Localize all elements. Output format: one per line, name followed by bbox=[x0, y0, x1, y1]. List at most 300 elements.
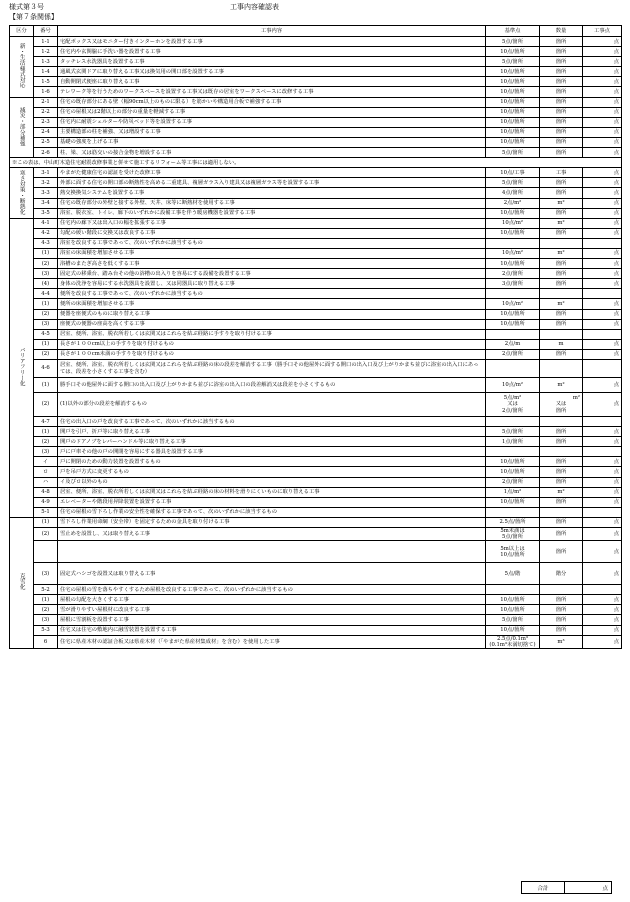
row-content: 住宅の屋根の雪を落ちやすくするため屋根を改良する工事であって、次のいずれかに該当するもの bbox=[58, 585, 486, 595]
row-work-points bbox=[583, 329, 622, 339]
row-content: 住宅の屋根又は2階以上の部分の重量を軽減する工事 bbox=[58, 107, 486, 117]
table-row bbox=[10, 238, 622, 248]
row-quantity-unit: 工事 bbox=[540, 168, 583, 178]
row-quantity-unit: m² bbox=[540, 198, 583, 208]
row-number bbox=[34, 541, 58, 563]
row-base-points bbox=[486, 528, 540, 541]
table-row bbox=[10, 208, 622, 218]
quantity-line: m² bbox=[572, 395, 580, 402]
table-row bbox=[10, 528, 622, 541]
row-quantity-unit: 箇所 bbox=[540, 117, 583, 127]
document-title: 工事内容確認表 bbox=[230, 3, 279, 11]
row-content: 便所を改良する工事であって、次のいずれかに該当するもの bbox=[58, 289, 486, 299]
row-quantity-unit bbox=[540, 447, 583, 457]
category-label: 新・生活様式対応 bbox=[18, 43, 25, 89]
table-row bbox=[10, 127, 622, 137]
row-number: 5-1 bbox=[34, 507, 58, 517]
table-row bbox=[10, 487, 622, 497]
row-base-points: 10点/箇所 bbox=[486, 137, 540, 147]
row-quantity-unit: 箇所 bbox=[540, 47, 583, 57]
header-base-points: 基準点 bbox=[486, 26, 540, 37]
row-number: 5-2 bbox=[34, 585, 58, 595]
row-base-points: 10点/箇所 bbox=[486, 47, 540, 57]
row-work-points: 点 bbox=[583, 595, 622, 605]
row-base-points bbox=[486, 635, 540, 648]
row-number: (1) bbox=[34, 427, 58, 437]
row-base-points bbox=[486, 289, 540, 299]
row-number: 1-4 bbox=[34, 67, 58, 77]
row-content: 自動開閉式便座に取り替える工事 bbox=[58, 77, 486, 87]
table-row bbox=[10, 77, 622, 87]
row-work-points: 点 bbox=[583, 37, 622, 47]
row-quantity-unit: 箇所 bbox=[540, 259, 583, 269]
row-content: テレワーク等を行うためのワークスペースを設置する工事又は既存の居室をワークスペースに改修する工事 bbox=[58, 87, 486, 97]
table-row bbox=[10, 360, 622, 378]
row-base-points bbox=[486, 329, 540, 339]
table-row bbox=[10, 137, 622, 147]
row-number: (2) bbox=[34, 393, 58, 417]
row-work-points bbox=[583, 289, 622, 299]
row-number: (2) bbox=[34, 349, 58, 359]
category-label: 減災・部分補強 bbox=[18, 106, 25, 146]
row-base-points: 2点/m² bbox=[486, 198, 540, 208]
row-number: (2) bbox=[34, 528, 58, 541]
row-content: 浴室、脱衣室、トイレ、廊下のいずれかに設備工事を伴う暖房機器を設置する工事 bbox=[58, 208, 486, 218]
row-content: 長さが１００cm以上の手すりを取り付けるもの bbox=[58, 339, 486, 349]
row-content: 戸を吊戸方式に変更するもの bbox=[58, 467, 486, 477]
table-row bbox=[10, 228, 622, 238]
row-work-points: 点 bbox=[583, 467, 622, 477]
row-content: 通風式玄関ドアに取り替える工事又は換気用の開口部を設置する工事 bbox=[58, 67, 486, 77]
row-base-points: 5点/箇所 bbox=[486, 427, 540, 437]
row-base-points: 10点/工事 bbox=[486, 168, 540, 178]
category-label: 寒さ対策・断熱化 bbox=[18, 169, 25, 215]
row-quantity-unit: m² bbox=[540, 378, 583, 393]
row-quantity-unit bbox=[540, 417, 583, 427]
total-points: 点 bbox=[565, 882, 612, 894]
row-quantity-unit: 箇所 bbox=[540, 107, 583, 117]
row-work-points: 点 bbox=[583, 309, 622, 319]
row-base-points: 3点/箇所 bbox=[486, 279, 540, 289]
row-base-points bbox=[486, 447, 540, 457]
table-row bbox=[10, 625, 622, 635]
row-work-points bbox=[583, 360, 622, 378]
table-row bbox=[10, 497, 622, 507]
row-content: 屋根の勾配を大きくする工事 bbox=[58, 595, 486, 605]
row-work-points: 点 bbox=[583, 127, 622, 137]
row-number: 4-8 bbox=[34, 487, 58, 497]
row-base-points: 10点/m² bbox=[486, 299, 540, 309]
row-work-points: 点 bbox=[583, 117, 622, 127]
row-content: 浴室を改良する工事であって、次のいずれかに該当するもの bbox=[58, 238, 486, 248]
row-number: 3-3 bbox=[34, 188, 58, 198]
row-work-points: 点 bbox=[583, 77, 622, 87]
table-row bbox=[10, 198, 622, 208]
row-number: 3-5 bbox=[34, 208, 58, 218]
row-number: (4) bbox=[34, 279, 58, 289]
row-number: 3-1 bbox=[34, 168, 58, 178]
row-quantity-unit: 箇所 bbox=[540, 97, 583, 107]
row-work-points: 点 bbox=[583, 319, 622, 329]
header-category: 区分 bbox=[10, 26, 34, 37]
article-reference: 【第７条関係】 bbox=[9, 13, 58, 21]
category-label: 克雪化 bbox=[18, 573, 25, 591]
row-content: 住宅内に耐震シェルターや防災ベッド等を設置する工事 bbox=[58, 117, 486, 127]
row-content: 開戸を引戸、折戸等に取り替える工事 bbox=[58, 427, 486, 437]
base-points-line: 又は bbox=[507, 401, 518, 408]
row-content: 居室、便所、浴室、脱衣所若しくは玄関又はこれらを結ぶ経路の床の段差を解消する工事（勝手口その他屋外に面する開口の出入口及び上がりかまち並びに浴室の出入口にあっては、段差を小さくする工事を含む） bbox=[58, 360, 486, 378]
row-work-points: 点 bbox=[583, 228, 622, 238]
row-number: 2-2 bbox=[34, 107, 58, 117]
table-row bbox=[10, 427, 622, 437]
row-number: (2) bbox=[34, 309, 58, 319]
table-row bbox=[10, 507, 622, 517]
table-row bbox=[10, 467, 622, 477]
row-quantity-unit: m³ bbox=[540, 635, 583, 648]
row-content: 基礎の強度を上げる工事 bbox=[58, 137, 486, 147]
row-content: 住宅の屋根の雪下ろし作業の安全性を確保する工事であって、次のいずれかに該当するもの bbox=[58, 507, 486, 517]
row-number: (1) bbox=[34, 299, 58, 309]
table-row bbox=[10, 87, 622, 97]
row-base-points: 10点/箇所 bbox=[486, 625, 540, 635]
header-content: 工事内容 bbox=[58, 26, 486, 37]
row-quantity-unit bbox=[540, 289, 583, 299]
row-base-points: 10点/箇所 bbox=[486, 228, 540, 238]
table-row bbox=[10, 107, 622, 117]
row-number: 2-4 bbox=[34, 127, 58, 137]
row-work-points: 点 bbox=[583, 148, 622, 158]
row-number: 1-6 bbox=[34, 87, 58, 97]
row-base-points: 10点/箇所 bbox=[486, 87, 540, 97]
row-number: 6 bbox=[34, 635, 58, 648]
row-content: 座便式の便器の座高を高くする工事 bbox=[58, 319, 486, 329]
row-work-points: 点 bbox=[583, 528, 622, 541]
row-quantity-unit: 箇所 bbox=[540, 137, 583, 147]
table-row bbox=[10, 269, 622, 279]
row-number: (3) bbox=[34, 269, 58, 279]
row-content: 雪止めを設置し、又は取り替える工事 bbox=[58, 528, 486, 541]
row-content: イ及びロ以外のもの bbox=[58, 477, 486, 487]
row-work-points bbox=[583, 507, 622, 517]
row-base-points: 10点/箇所 bbox=[486, 97, 540, 107]
category-cell bbox=[10, 168, 34, 218]
table-row bbox=[10, 517, 622, 527]
row-number: (1) bbox=[34, 378, 58, 393]
row-number: イ bbox=[34, 457, 58, 467]
row-content: 開戸のドアノブをレバーハンドル等に取り替える工事 bbox=[58, 437, 486, 447]
row-content: 柱、梁、又は筋交いの接合金物を増設する工事 bbox=[58, 148, 486, 158]
row-quantity-unit: 箇所 bbox=[540, 625, 583, 635]
table-row bbox=[10, 37, 622, 47]
row-content: 住宅内の廊下又は出入口の幅を拡張する工事 bbox=[58, 218, 486, 228]
row-number: (2) bbox=[34, 259, 58, 269]
row-content: 便所の床面積を増加させる工事 bbox=[58, 299, 486, 309]
row-number: (1) bbox=[34, 339, 58, 349]
row-number: 3-2 bbox=[34, 178, 58, 188]
row-content: 住宅又は住宅の敷地内に融雪装置を設置する工事 bbox=[58, 625, 486, 635]
row-content: 雪下ろし作業用命綱（安全帯）を固定するための金具を取り付ける工事 bbox=[58, 517, 486, 527]
row-quantity-unit: 箇所 bbox=[540, 517, 583, 527]
row-base-points: 10点/箇所 bbox=[486, 259, 540, 269]
table-row bbox=[10, 605, 622, 615]
row-base-points: 10点/箇所 bbox=[486, 127, 540, 137]
row-number: (2) bbox=[34, 437, 58, 447]
table-row bbox=[10, 309, 622, 319]
row-work-points: 点 bbox=[583, 349, 622, 359]
row-work-points: 点 bbox=[583, 269, 622, 279]
row-base-points bbox=[486, 238, 540, 248]
note-row bbox=[10, 158, 622, 168]
row-content: 雪が滑りやすい屋根材に改良する工事 bbox=[58, 605, 486, 615]
row-content: 固定式の移乗台、踏み台その他の浴槽の出入りを容易にする設備を設置する工事 bbox=[58, 269, 486, 279]
base-points-line: 10点/箇所 bbox=[500, 551, 525, 558]
row-number: (1) bbox=[34, 517, 58, 527]
row-work-points: 点 bbox=[583, 47, 622, 57]
row-base-points: 10点/箇所 bbox=[486, 117, 540, 127]
row-content: 住宅内や玄関脇に手洗い器を設置する工事 bbox=[58, 47, 486, 57]
row-quantity-unit: 箇所 bbox=[540, 208, 583, 218]
row-work-points: 点 bbox=[583, 218, 622, 228]
row-base-points: 10点/箇所 bbox=[486, 497, 540, 507]
row-content: エレベーターや階段用昇降装置を設置する工事 bbox=[58, 497, 486, 507]
row-base-points: 10点/箇所 bbox=[486, 67, 540, 77]
row-work-points: 点 bbox=[583, 67, 622, 77]
row-content: 熱交換換気システムを設置する工事 bbox=[58, 188, 486, 198]
row-base-points: 10点/箇所 bbox=[486, 457, 540, 467]
row-base-points: 5点/箇所 bbox=[486, 57, 540, 67]
row-work-points bbox=[583, 238, 622, 248]
base-points-line: (0.1m³未満切捨て) bbox=[489, 641, 536, 648]
table-row bbox=[10, 148, 622, 158]
row-quantity-unit bbox=[540, 329, 583, 339]
header-quantity: 数量 bbox=[540, 26, 583, 37]
row-work-points: 点 bbox=[583, 625, 622, 635]
row-content: 住宅の出入口の戸を改良する工事であって、次のいずれかに該当するもの bbox=[58, 417, 486, 427]
row-quantity-unit bbox=[540, 585, 583, 595]
header-number: 番号 bbox=[34, 26, 58, 37]
row-content: 長さが１００cm未満の手すりを取り付けるもの bbox=[58, 349, 486, 359]
row-quantity-unit bbox=[540, 507, 583, 517]
header-work-points: 工事点 bbox=[583, 26, 622, 37]
row-work-points: 点 bbox=[583, 87, 622, 97]
note-text: ※この表は、中山町木造住宅耐震改修事業と併せて施工するリフォーム等工事には適用しない。 bbox=[10, 158, 622, 168]
row-number: 4-2 bbox=[34, 228, 58, 238]
row-base-points: 5点/箇所 bbox=[486, 615, 540, 625]
row-content: 戸に戸車その他の戸の開閉を容易にする器具を設置する工事 bbox=[58, 447, 486, 457]
base-points-line: 5m未満は bbox=[500, 528, 525, 535]
row-quantity-unit: 箇所 bbox=[540, 437, 583, 447]
row-work-points: 点 bbox=[583, 168, 622, 178]
row-work-points: 点 bbox=[583, 97, 622, 107]
base-points-line: 2点/箇所 bbox=[501, 407, 524, 414]
table-row bbox=[10, 97, 622, 107]
quantity-line: 箇所 bbox=[555, 407, 567, 414]
row-quantity-unit bbox=[540, 393, 583, 417]
row-base-points: 10点/m² bbox=[486, 378, 540, 393]
row-number: 2-1 bbox=[34, 97, 58, 107]
row-quantity-unit: 箇所 bbox=[540, 467, 583, 477]
category-cell bbox=[10, 37, 34, 98]
table-row bbox=[10, 299, 622, 309]
row-work-points: 点 bbox=[583, 427, 622, 437]
table-row bbox=[10, 457, 622, 467]
row-quantity-unit: 箇所 bbox=[540, 37, 583, 47]
table-row bbox=[10, 417, 622, 427]
row-number: (3) bbox=[34, 563, 58, 585]
row-quantity-unit: 箇所 bbox=[540, 349, 583, 359]
row-content: 居室、便所、浴室、脱衣所若しくは玄関又はこれらを結ぶ経路の床の材料を滑りにくいものに取り替える工事 bbox=[58, 487, 486, 497]
row-work-points: 点 bbox=[583, 279, 622, 289]
table-row bbox=[10, 57, 622, 67]
row-base-points: 2点/箇所 bbox=[486, 349, 540, 359]
total-label: 合計 bbox=[522, 882, 565, 894]
row-number: 1-1 bbox=[34, 37, 58, 47]
row-quantity-unit: 箇所 bbox=[540, 127, 583, 137]
base-points-line: 5点/箇所 bbox=[501, 534, 524, 541]
row-work-points: 点 bbox=[583, 457, 622, 467]
row-work-points: 点 bbox=[583, 437, 622, 447]
row-quantity-unit: 箇所 bbox=[540, 319, 583, 329]
row-work-points: 点 bbox=[583, 299, 622, 309]
category-cell bbox=[10, 218, 34, 517]
row-quantity-unit: 階分 bbox=[540, 563, 583, 585]
row-work-points: 点 bbox=[583, 339, 622, 349]
row-base-points: 2点/箇所 bbox=[486, 477, 540, 487]
base-points-line: 2.5点/0.1m³ bbox=[496, 635, 529, 642]
row-quantity-unit: m² bbox=[540, 218, 583, 228]
base-points-line: 5m以上は bbox=[500, 545, 525, 552]
table-row bbox=[10, 188, 622, 198]
table-row bbox=[10, 378, 622, 393]
row-content: 勝手口その他屋外に面する開口の出入口及び上がりかまち並びに浴室の出入口の段差解消又は段差を小さくするもの bbox=[58, 378, 486, 393]
row-work-points: 点 bbox=[583, 517, 622, 527]
row-quantity-unit: 箇所 bbox=[540, 541, 583, 563]
quantity-line: 又は bbox=[555, 401, 567, 408]
row-work-points: 点 bbox=[583, 487, 622, 497]
row-base-points: 10点/箇所 bbox=[486, 208, 540, 218]
row-content: 便器を座便式のものに取り替える工事 bbox=[58, 309, 486, 319]
row-work-points: 点 bbox=[583, 393, 622, 417]
table-row bbox=[10, 477, 622, 487]
table-row bbox=[10, 289, 622, 299]
row-base-points bbox=[486, 417, 540, 427]
row-work-points: 点 bbox=[583, 635, 622, 648]
row-quantity-unit: 箇所 bbox=[540, 57, 583, 67]
row-work-points: 点 bbox=[583, 615, 622, 625]
table-row bbox=[10, 393, 622, 417]
row-content: やまがた健康住宅の認証を受けた改修工事 bbox=[58, 168, 486, 178]
table-row bbox=[10, 349, 622, 359]
row-number: 5-3 bbox=[34, 625, 58, 635]
row-quantity-unit: 箇所 bbox=[540, 457, 583, 467]
table-row bbox=[10, 218, 622, 228]
category-label: バリアフリー化 bbox=[18, 347, 25, 387]
row-number: ロ bbox=[34, 467, 58, 477]
row-base-points: 5点/箇所 bbox=[486, 37, 540, 47]
row-base-points: 2点/箇所 bbox=[486, 269, 540, 279]
table-row bbox=[10, 595, 622, 605]
row-work-points: 点 bbox=[583, 248, 622, 258]
total-table bbox=[521, 881, 612, 894]
table-row bbox=[10, 259, 622, 269]
row-content: 宅配ボックス又はモニター付きインターホンを設置する工事 bbox=[58, 37, 486, 47]
table-row bbox=[10, 339, 622, 349]
row-base-points: 4点/箇所 bbox=[486, 188, 540, 198]
row-base-points: 5点/箇所 bbox=[486, 178, 540, 188]
row-base-points bbox=[486, 393, 540, 417]
work-content-table bbox=[9, 25, 622, 649]
table-row bbox=[10, 329, 622, 339]
table-row bbox=[10, 585, 622, 595]
table-row bbox=[10, 541, 622, 563]
row-quantity-unit bbox=[540, 360, 583, 378]
row-base-points: 10点/箇所 bbox=[486, 605, 540, 615]
row-number: (3) bbox=[34, 447, 58, 457]
row-content: 住宅の既存部分にある壁（幅90cm以上のものに限る）を筋かいや構造用合板で補強する工事 bbox=[58, 97, 486, 107]
row-base-points bbox=[486, 507, 540, 517]
row-content: 居室、便所、浴室、脱衣所若しくは玄関又はこれらを結ぶ経路に手すりを取り付ける工事 bbox=[58, 329, 486, 339]
row-content: 浴槽のまたぎ高さを低くする工事 bbox=[58, 259, 486, 269]
row-number: 4-7 bbox=[34, 417, 58, 427]
table-row bbox=[10, 47, 622, 57]
row-base-points: 5点/階 bbox=[486, 563, 540, 585]
row-quantity-unit: m bbox=[540, 339, 583, 349]
row-base-points: 10点/箇所 bbox=[486, 77, 540, 87]
row-quantity-unit: 箇所 bbox=[540, 148, 583, 158]
row-number: 4-1 bbox=[34, 218, 58, 228]
row-work-points: 点 bbox=[583, 107, 622, 117]
row-base-points: 1点/箇所 bbox=[486, 437, 540, 447]
form-number: 様式第３号 bbox=[9, 3, 44, 11]
row-content: 外部に面する住宅の開口部の断熱性を高める二重建具、複層ガラス入り建具又は複層ガラス等を設置する工事 bbox=[58, 178, 486, 188]
row-number: (1) bbox=[34, 248, 58, 258]
row-base-points: 5点/箇所 bbox=[486, 148, 540, 158]
table-row bbox=[10, 178, 622, 188]
row-work-points: 点 bbox=[583, 137, 622, 147]
row-base-points bbox=[486, 360, 540, 378]
row-work-points bbox=[583, 447, 622, 457]
table-row bbox=[10, 168, 622, 178]
base-points-line: 5点/m² bbox=[503, 395, 522, 402]
row-quantity-unit: 箇所 bbox=[540, 427, 583, 437]
table-row bbox=[10, 248, 622, 258]
row-quantity-unit: 箇所 bbox=[540, 528, 583, 541]
row-work-points: 点 bbox=[583, 563, 622, 585]
row-content: 勾配の緩い階段に交換又は改良する工事 bbox=[58, 228, 486, 238]
row-quantity-unit: 箇所 bbox=[540, 477, 583, 487]
table-row bbox=[10, 563, 622, 585]
row-number: 1-3 bbox=[34, 57, 58, 67]
table-row bbox=[10, 437, 622, 447]
row-quantity-unit: m² bbox=[540, 248, 583, 258]
row-content: 浴室の床面積を増加させる工事 bbox=[58, 248, 486, 258]
row-work-points: 点 bbox=[583, 178, 622, 188]
row-base-points: 10点/m² bbox=[486, 218, 540, 228]
row-work-points: 点 bbox=[583, 188, 622, 198]
row-number: (2) bbox=[34, 605, 58, 615]
row-work-points: 点 bbox=[583, 57, 622, 67]
row-number: 3-4 bbox=[34, 198, 58, 208]
row-base-points: 1点/m² bbox=[486, 487, 540, 497]
row-quantity-unit: 箇所 bbox=[540, 279, 583, 289]
category-cell bbox=[10, 97, 34, 158]
row-quantity-unit bbox=[540, 238, 583, 248]
row-quantity-unit: 箇所 bbox=[540, 87, 583, 97]
row-number: 4-9 bbox=[34, 497, 58, 507]
row-number: 4-6 bbox=[34, 360, 58, 378]
row-base-points bbox=[486, 541, 540, 563]
row-base-points: 10点/箇所 bbox=[486, 107, 540, 117]
